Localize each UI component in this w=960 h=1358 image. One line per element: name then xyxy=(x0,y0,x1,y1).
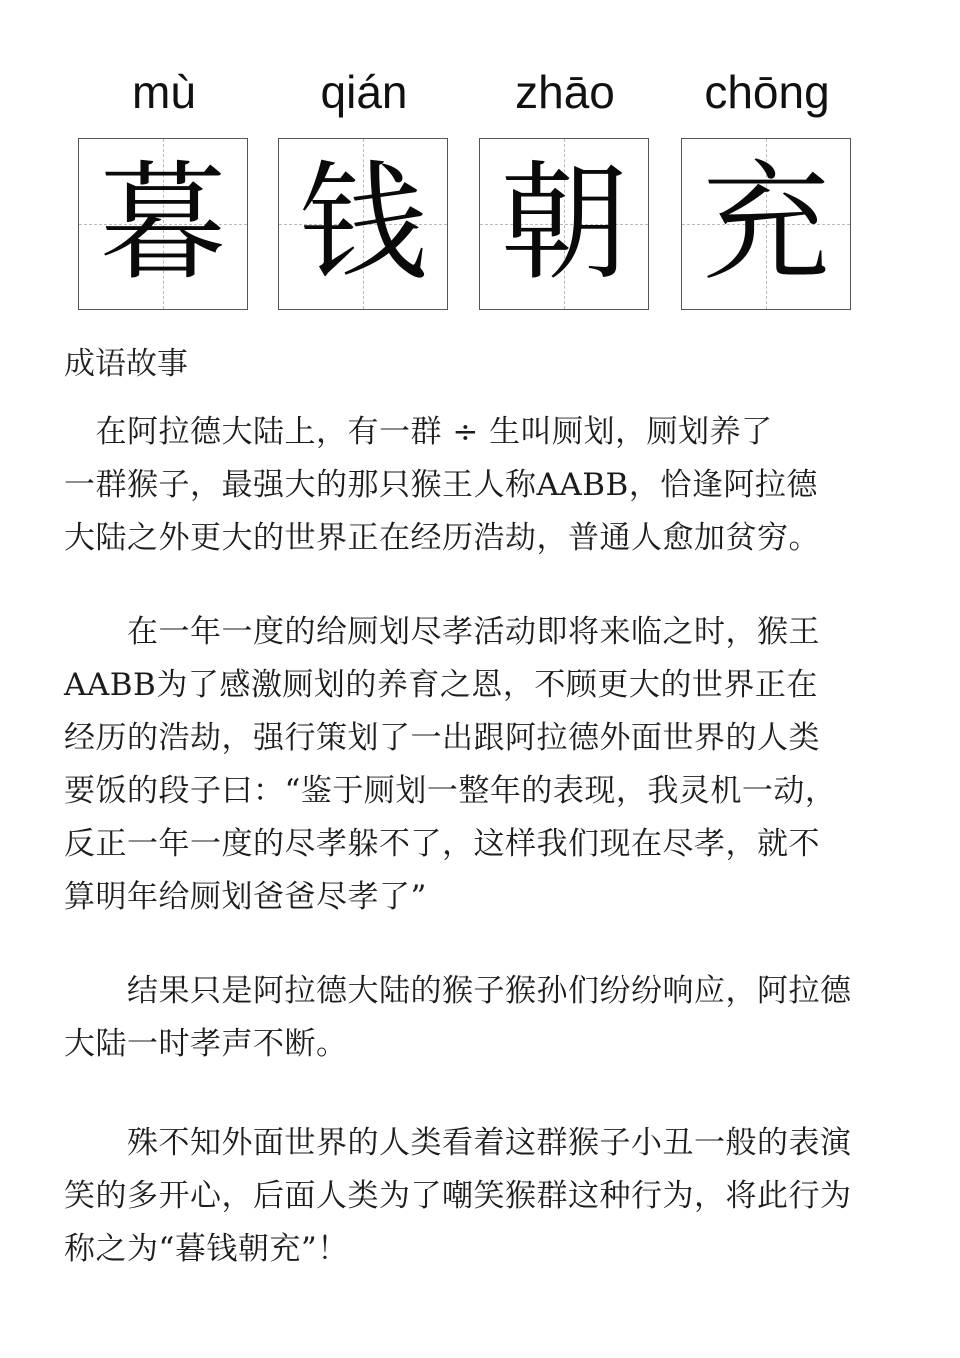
paragraph-line: 大陆一时孝声不断。 xyxy=(64,1026,348,1062)
character-box-1 xyxy=(78,138,248,310)
pinyin-row xyxy=(0,62,960,122)
paragraph-line: 要饭的段子曰：“鉴于厕划一整年的表现，我灵机一动， xyxy=(64,773,837,809)
paragraph-line: 称之为“暮钱朝充”！ xyxy=(64,1231,349,1267)
paragraph-line: 大陆之外更大的世界正在经历浩劫，普通人愈加贫穷。 xyxy=(64,520,820,556)
idiom-character-grid xyxy=(0,138,960,314)
idiom-character-1: 暮 xyxy=(98,149,227,298)
paragraph-line: 算明年给厕划爸爸尽孝了” xyxy=(64,879,427,915)
story-paragraph-1 xyxy=(64,406,924,565)
character-box-4 xyxy=(681,138,851,310)
story-paragraph-2 xyxy=(64,606,924,924)
character-box-2 xyxy=(278,138,448,310)
paragraph-line: 殊不知外面世界的人类看着这群猴子小丑一般的表演 xyxy=(64,1125,852,1161)
pinyin-syllable-2: qián xyxy=(320,66,408,118)
story-paragraph-4 xyxy=(64,1117,924,1276)
paragraph-line: 在一年一度的给厕划尽孝活动即将来临之时，猴王 xyxy=(64,614,820,650)
paragraph-line: 经历的浩劫，强行策划了一出跟阿拉德外面世界的人类 xyxy=(64,720,820,756)
pinyin-syllable-3: zhāo xyxy=(515,66,615,118)
pinyin-syllable-4: chōng xyxy=(704,66,830,118)
paragraph-line: 反正一年一度的尽孝躲不了，这样我们现在尽孝，就不 xyxy=(64,826,820,862)
paragraph-line: 笑的多开心，后面人类为了嘲笑猴群这种行为，将此行为 xyxy=(64,1178,852,1214)
paragraph-line: 一群猴子，最强大的那只猴王人称AABB，恰逢阿拉德 xyxy=(64,467,818,503)
paragraph-line: AABB为了感激厕划的养育之恩，不顾更大的世界正在 xyxy=(64,667,818,703)
section-title: 成语故事 xyxy=(64,346,188,382)
idiom-character-2: 钱 xyxy=(298,149,427,298)
paragraph-line: 结果只是阿拉德大陆的猴子猴孙们纷纷响应，阿拉德 xyxy=(64,973,852,1009)
story-paragraph-3 xyxy=(64,965,924,1071)
idiom-character-4: 充 xyxy=(701,149,830,298)
pinyin-syllable-1: mù xyxy=(132,66,196,118)
idiom-character-3: 朝 xyxy=(499,149,628,298)
character-box-3 xyxy=(479,138,649,310)
paragraph-line: 在阿拉德大陆上，有一群 ÷ 生叫厕划，厕划养了 xyxy=(64,414,773,450)
